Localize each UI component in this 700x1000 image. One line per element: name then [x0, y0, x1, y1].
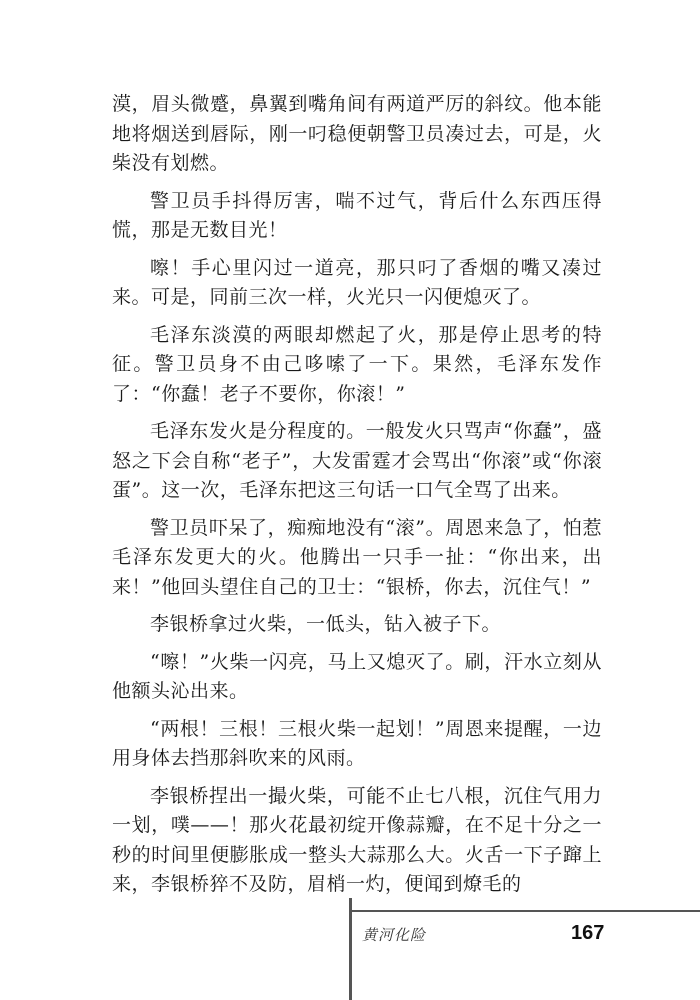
page-number: 167 — [571, 922, 605, 944]
paragraph-2: 警卫员手抖得厉害，喘不过气，背后什么东西压得慌，那是无数目光！ — [112, 189, 602, 241]
running-footer-title: 黄河化险 — [362, 926, 427, 944]
footer-horizontal-rule — [349, 910, 700, 912]
paragraph-5: 毛泽东发火是分程度的。一般发火只骂声“你蠢”，盛怒之下会自称“老子”，大发雷霆才会骂出“你滚”或“你滚蛋”。这一次，毛泽东把这三句话一口气全骂了出来。 — [112, 420, 602, 501]
paragraph-4: 毛泽东淡漠的两眼却燃起了火，那是停止思考的特征。警卫员身不由己哆嗦了一下。果然，毛泽东发作了：“你蠢！老子不要你，你滚！” — [112, 323, 602, 405]
paragraph-6: 警卫员吓呆了，痴痴地没有“滚”。周恩来急了，怕惹毛泽东发更大的火。他腾出一只手一扯：“你出来，出来！”他回头望住自己的卫士：“银桥，你去，沉住气！” — [112, 516, 602, 598]
paragraph-10: 李银桥捏出一撮火柴，可能不止七八根，沉住气用力一划，噗——！那火花最初绽开像蒜瓣，在不足十分之一秒的时间里便膨胀成一整头大蒜那么大。火舌一下子蹿上来，李银桥猝不及防，眉梢一灼，便闻到燎毛的 — [112, 784, 602, 895]
paragraph-7: 李银桥拿过火柴，一低头，钻入被子下。 — [150, 613, 502, 635]
paragraph-1: 漠，眉头微蹙，鼻翼到嘴角间有两道严厉的斜纹。他本能地将烟送到唇际，刚一叼稳便朝警卫员凑过去，可是，火柴没有划燃。 — [112, 93, 602, 174]
footer-vertical-rule — [349, 898, 352, 1000]
paragraph-8: “嚓！”火柴一闪亮，马上又熄灭了。刷，汗水立刻从他额头沁出来。 — [112, 650, 602, 702]
paragraph-9: “两根！三根！三根火柴一起划！”周恩来提醒，一边用身体去挡那斜吹来的风雨。 — [112, 717, 602, 769]
paragraph-3: 嚓！手心里闪过一道亮，那只叼了香烟的嘴又凑过来。可是，同前三次一样，火光只一闪便熄灭了。 — [112, 256, 602, 308]
body-text — [112, 90, 602, 908]
